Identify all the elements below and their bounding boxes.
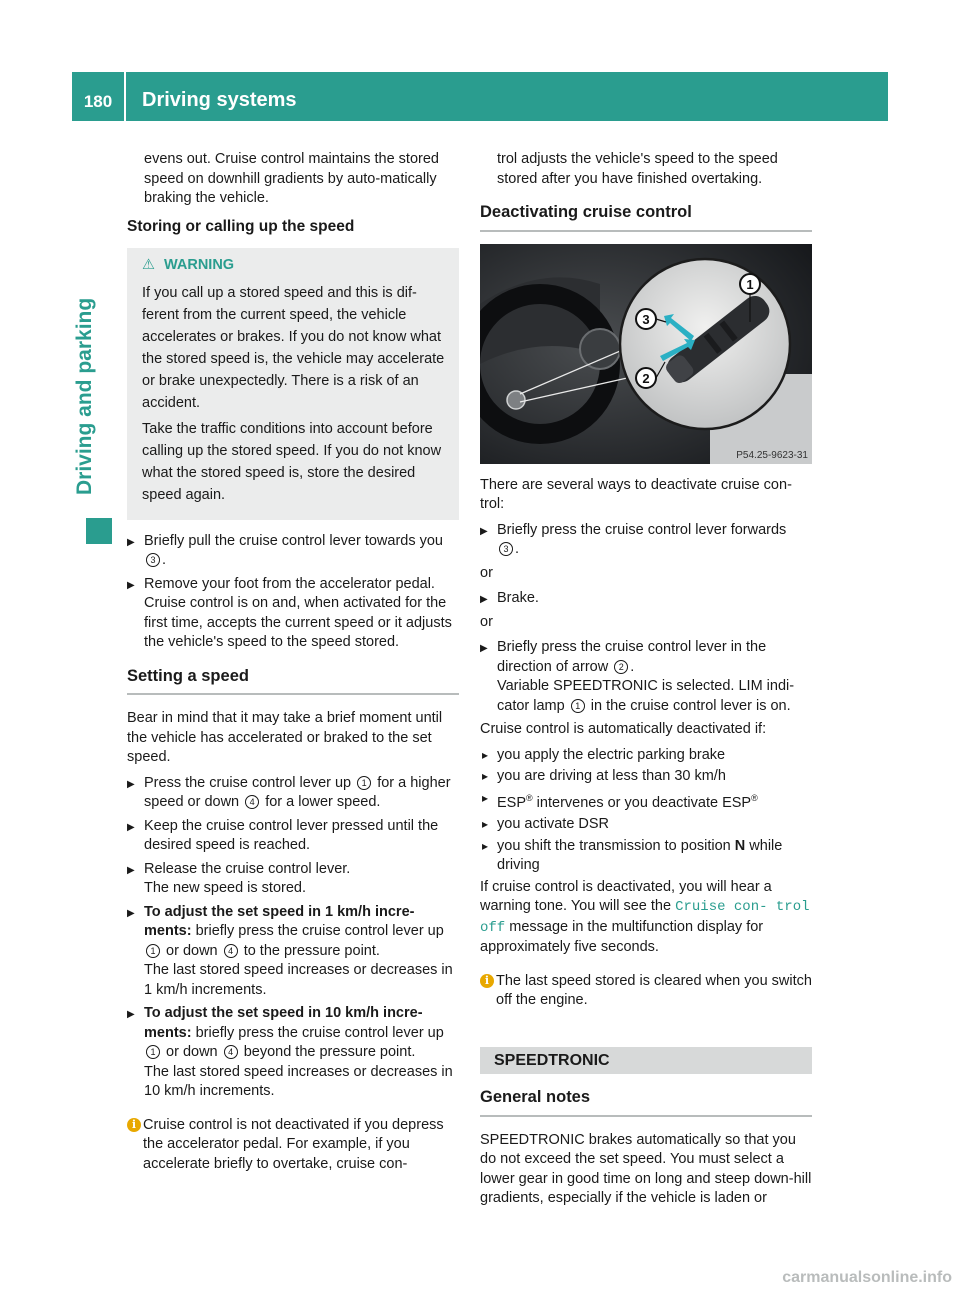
warning-triangle-icon: ⚠ [142,257,155,273]
registered-mark: ® [526,792,533,803]
registered-mark: ® [751,792,758,803]
step-pull-lever [127,532,459,571]
heading-setting-speed: Setting a speed [127,667,459,696]
section-label: Driving and parking [73,297,96,495]
step-text-end: . [162,552,167,568]
step-text: or down [166,1044,218,1060]
step-remove-foot: ▶ Remove your foot from the accelerator pedal. Cruise control is on and, when activated for the first time, accepts the current speed or it adjusts the vehicle's speed to the speed stored. [127,575,459,653]
info-note [127,1116,459,1175]
condition-item: ▸ you apply the electric parking brake [480,746,812,766]
step-keep-pressed: ▶ Keep the cruise control lever pressed until the desired speed is reached. [127,817,459,856]
callout-3-icon: 3 [146,553,160,567]
callout-1-icon: 1 [146,944,160,958]
step-result: The new speed is stored. [144,880,307,896]
condition-text: while driving [497,837,783,873]
callout-3-label: 3 [642,311,650,327]
step-press-forwards [480,521,812,560]
condition-text: ESP [497,794,527,811]
right-column [480,150,812,1215]
step-text: for a lower speed. [265,794,381,810]
callout-2-icon: 2 [614,660,628,674]
deactivate-intro: There are several ways to deactivate cruise con-trol: [480,476,792,512]
step-text: Briefly press the cruise control lever in the direction of arrow [497,639,767,675]
step-result: The last stored speed increases or decreases in 1 km/h increments. [144,962,453,998]
callout-1-icon: 1 [146,1045,160,1059]
callout-1-icon: 1 [571,699,585,713]
message-text: If cruise control is deactivated, you will hear a warning tone. You will see the [480,878,772,914]
condition-item: ▸ you are driving at less than 30 km/h [480,767,812,787]
step-text: to the pressure point. [243,942,380,959]
info-note [480,972,812,1011]
condition-item [480,837,812,876]
continued-text: trol adjusts the vehicle's speed to the speed stored after you have finished overtaking. [497,151,778,187]
callout-2-label: 2 [642,370,650,386]
gear-position: N [734,837,746,854]
step-result: The last stored speed increases or decreases in 10 km/h increments. [144,1063,453,1099]
intro-text: evens out. Cruise control maintains the stored speed on downhill gradients by auto-matically braking the vehicle. [144,151,439,206]
page-title: Driving systems [142,89,297,111]
step-text: Briefly pull the cruise control lever towards you [144,532,443,549]
lever-illustration [480,244,812,464]
callout-4-icon: 4 [245,795,259,809]
step-adjust-10kmh [127,1004,459,1102]
callout-4-icon: 4 [224,944,238,958]
step-result: Variable SPEEDTRONIC is selected. LIM indi-cator lamp [497,678,795,714]
step-release-lever [127,860,459,899]
step-brake: ▶ Brake. [480,589,812,609]
display-message: Cruise con‐ trol off [480,899,810,936]
step-text: briefly press the cruise control lever up [195,1024,444,1041]
step-text: Briefly press the cruise control lever forwards [497,521,787,538]
section-box-title: SPEEDTRONIC [480,1047,812,1075]
condition-text: you shift the transmission to position [497,837,731,854]
warning-paragraph-1: If you call up a stored speed and this is dif-ferent from the current speed, the vehicle accelerates or brakes. If you do not know what the stored speed is, the vehicle may accelerate or brake unexpectedly. There is a risk of an accident. [142,284,445,411]
condition-item: ▸ you activate DSR [480,815,812,835]
step-text: beyond the pressure point. [243,1044,416,1060]
deactivation-message-text [480,878,812,958]
heading-general-notes: General notes [480,1088,812,1117]
warning-title [142,256,449,276]
page-number: 180 [83,92,113,111]
info-icon: i [480,974,494,988]
or-separator: or [480,613,493,630]
or-separator: or [480,564,493,581]
step-text: Release the cruise control lever. [144,860,351,877]
callout-3-icon: 3 [499,542,513,556]
step-text: or down [166,942,218,959]
figure-code: P54.25-9623-31 [736,449,808,461]
heading-deactivating: Deactivating cruise control [480,203,812,232]
step-press-lever [127,774,459,813]
step-text-end: . [515,541,520,557]
info-text: The last speed stored is cleared when you switch off the engine. [496,972,812,1008]
step-result: in the cruise control lever is on. [590,697,791,714]
callout-4-icon: 4 [224,1045,238,1059]
left-column [127,150,459,1180]
step-text: Press the cruise control lever up [144,774,352,791]
warning-title-text: WARNING [164,257,235,273]
message-text: message in the multifunction display for approximately five seconds. [480,918,764,955]
cruise-control-lever-figure [480,244,812,464]
callout-1-label: 1 [746,276,754,292]
heading-storing: Storing or calling up the speed [127,217,355,235]
page-header [72,72,888,121]
step-text: . [630,658,635,675]
condition-item [480,789,812,814]
section-marker [86,518,112,544]
info-text: Cruise control is not deactivated if you depress the accelerator pedal. For example, if you accelerate briefly to overtake, cruise con- [143,1116,444,1172]
condition-text: intervenes or you deactivate ESP [532,794,752,811]
step-adjust-1kmh [127,903,459,1001]
callout-1-icon: 1 [357,776,371,790]
section-sidebar [72,121,124,1202]
setting-intro: Bear in mind that it may take a brief moment until the vehicle has accelerated or braked to the set speed. [127,710,443,765]
step-text: for a higher speed or down [144,774,451,810]
step-bold: To adjust the set speed in 1 km/h incre-ments: [144,903,415,939]
auto-deactivation-intro: Cruise control is automatically deactivated if: [480,721,767,737]
warning-paragraph-2: Take the traffic conditions into account before calling up the stored speed. If you do not know what the stored speed is, store the desired speed again. [142,420,442,503]
header-divider [124,72,126,121]
watermark: carmanualsonline.info [782,1269,952,1286]
info-icon: i [127,1118,141,1132]
step-text: briefly press the cruise control lever up [195,923,444,939]
step-press-arrow-direction [480,638,812,716]
step-bold: To adjust the set speed in 10 km/h incre-ments: [144,1005,423,1041]
warning-box [127,248,459,520]
general-notes-text: SPEEDTRONIC brakes automatically so that you do not exceed the set speed. You must select a lower gear in good time on long and steep down-hill gradients, especially if the vehicle is laden or [480,1131,812,1206]
